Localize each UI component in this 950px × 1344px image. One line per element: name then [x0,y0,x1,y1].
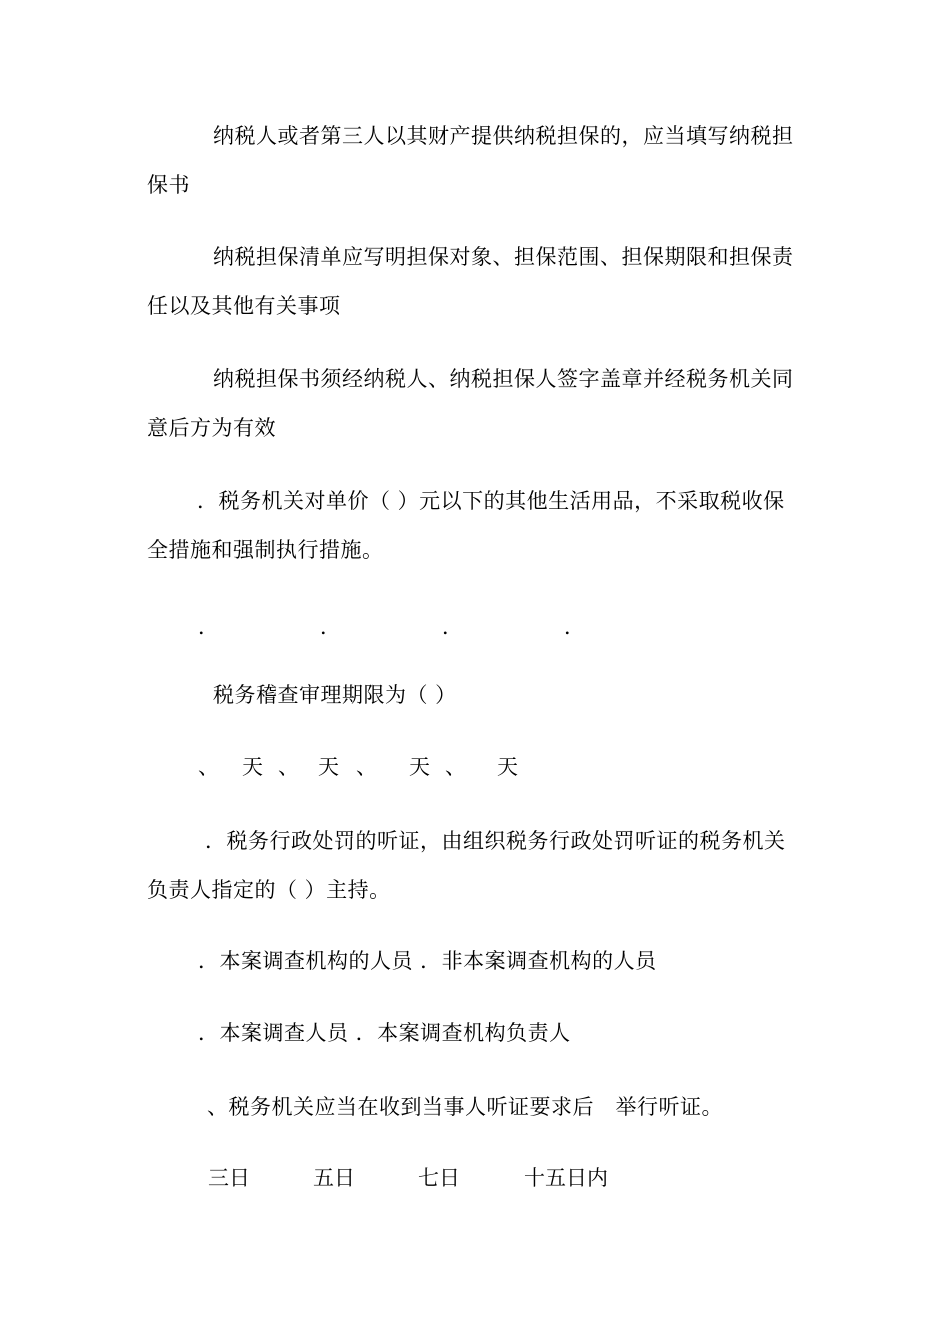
option-marker: 、 [198,755,219,779]
option-marker: 、 [356,755,377,779]
option-marker: ． [442,615,463,639]
paragraph-guarantee-form [147,112,807,210]
option-marker: ． [320,615,341,639]
option-text: 天 [409,755,430,779]
paragraph-line: 纳税担保清单应写明担保对象、担保范围、担保期限和担保责 [213,245,794,269]
paragraph-line: 保书 [147,173,190,197]
option-marker: 、 [445,755,466,779]
option-text: 天 [497,755,518,779]
option-text: 三日 [208,1166,250,1190]
option-text: 十五日内 [524,1166,608,1190]
paragraph-line: 纳税人或者第三人以其财产提供纳税担保的，应当填写纳税担 [213,124,794,148]
question-line: ．税务机关对单价（ ）元以下的其他生活用品，不采取税收保 [197,489,785,513]
paragraph-guarantee-list [147,233,807,331]
question-price-threshold [147,477,807,575]
paragraph-line: 任以及其他有关事项 [147,294,341,318]
option-marker: ． [198,615,219,639]
option-marker: ． [564,615,585,639]
option-marker: 、 [278,755,299,779]
question-line: 负责人指定的（ ）主持。 [147,878,391,902]
question-line: ．税务行政处罚的听证，由组织税务行政处罚听证的税务机关 [205,829,786,853]
question-hearing-deadline: 、税务机关应当在收到当事人听证要求后 举行听证。 [207,1095,723,1119]
options-row-hearing-1: ．本案调查机构的人员 ．非本案调查机构的人员 [198,949,657,973]
question-line: 全措施和强制执行措施。 [147,538,384,562]
paragraph-line: 意后方为有效 [147,416,276,440]
paragraph-guarantee-validity [147,355,807,453]
question-audit-period: 税务稽查审理期限为（ ） [213,683,457,707]
option-text: 天 [242,755,263,779]
question-hearing-host [147,817,807,915]
paragraph-line: 纳税担保书须经纳税人、纳税担保人签字盖章并经税务机关同 [213,367,794,391]
option-text: 天 [318,755,339,779]
option-text: 五日 [313,1166,355,1190]
options-row-hearing-2: ．本案调查人员 ．本案调查机构负责人 [198,1021,571,1045]
option-text: 七日 [418,1166,460,1190]
